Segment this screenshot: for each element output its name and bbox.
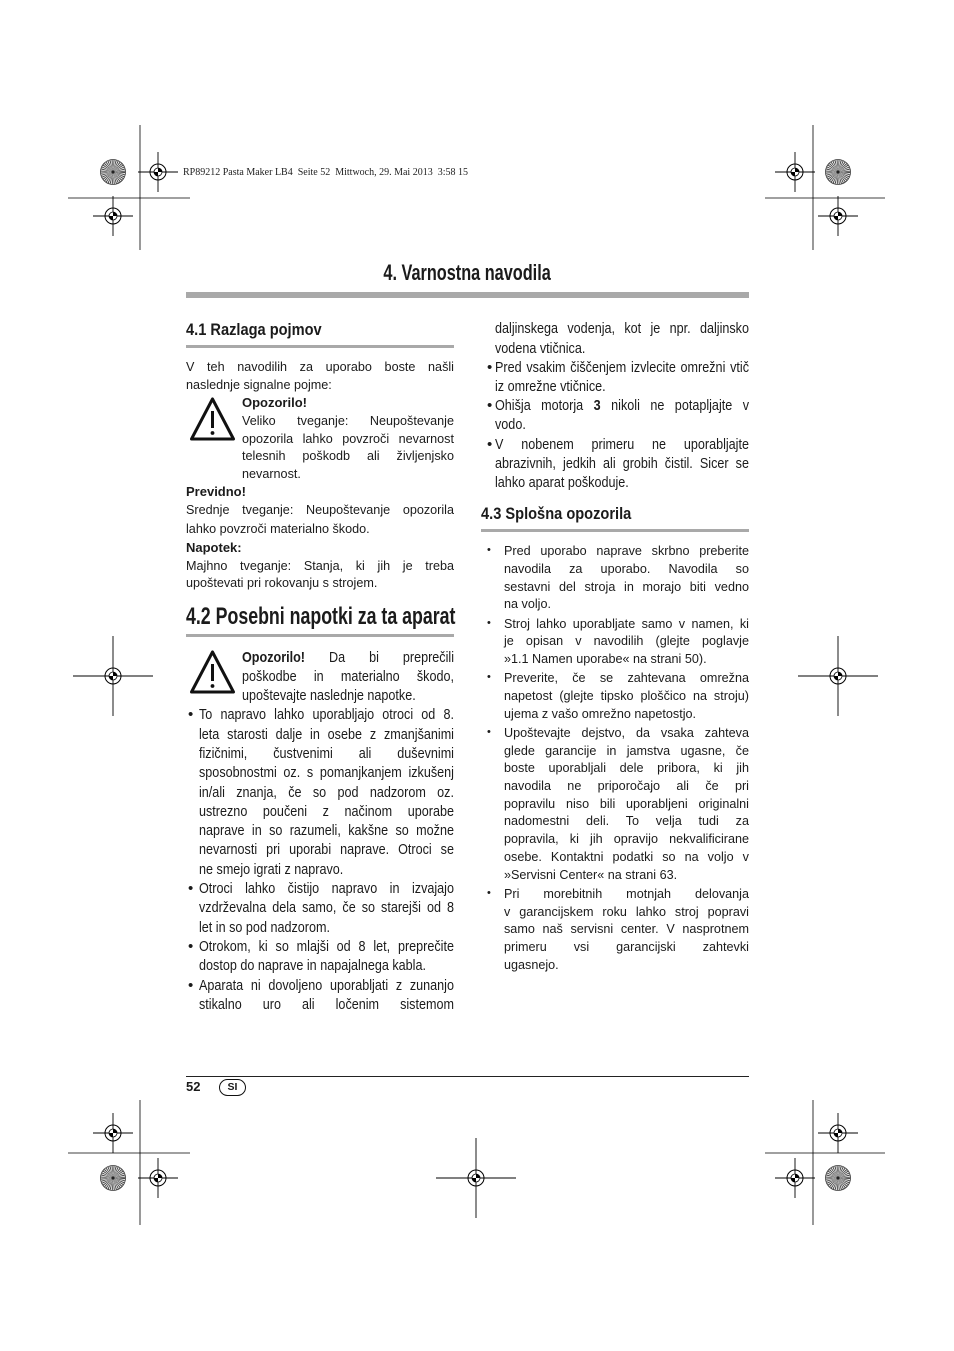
section-heading-4-2: [186, 602, 550, 632]
text-segment: V nobenem primeru ne uporabljajte: [495, 435, 749, 453]
text-line: [242, 667, 454, 686]
chapter-title-text: 4. Varnostna navodila: [383, 260, 552, 285]
text-line: [495, 339, 749, 358]
text-line: [504, 759, 749, 777]
general-warnings-list: [504, 542, 749, 975]
text-line: [504, 885, 749, 903]
text-line: [199, 744, 454, 763]
special-notes-list: [199, 705, 454, 1014]
text-line: [504, 650, 749, 668]
text-line: [495, 454, 749, 473]
text-segment: nevarnost.: [242, 466, 301, 482]
list-item: [504, 724, 749, 883]
color-rosette: [826, 160, 851, 185]
section-heading-text: 4.2 Posebni napotki za ta aparat: [186, 603, 456, 630]
text-segment: Stroj lahko uporabljate samo v namen, ki: [504, 615, 749, 631]
text-line: [504, 956, 749, 974]
text-segment: sposobnostmi oz. s pomanjkanjem izkušenj: [199, 764, 454, 782]
text-segment: Pri morebitnih motnjah delovanja: [504, 885, 749, 901]
signal-label-warning: Opozorilo!: [242, 395, 307, 410]
text-line: [242, 430, 454, 448]
text-segment: ne smejo igrati z napravo.: [199, 860, 344, 878]
text-line: [504, 848, 749, 866]
warning-triangle-icon: [189, 396, 236, 442]
text-segment: stikalno uro ali ločenim sistemom: [199, 995, 454, 1013]
section-rule: [481, 529, 749, 532]
special-warning-text: [242, 648, 454, 705]
text-segment: dostop do naprave in napajalnega kabla.: [199, 957, 426, 975]
warning-triangle-icon: [189, 649, 236, 695]
text-segment: boste uporabljali dele pribora, ki jih: [504, 760, 749, 776]
text-line: [504, 578, 749, 596]
signal-caution: [186, 483, 454, 538]
text-line: [495, 377, 749, 396]
language-badge: SI: [219, 1079, 246, 1096]
text-segment: vzdrževalna dela samo, če so starejši od 8: [199, 899, 454, 917]
page-number: 52: [186, 1079, 201, 1094]
registration-mark: [436, 1138, 516, 1218]
title-rule: [186, 292, 749, 298]
text-line: [504, 705, 749, 723]
text-line: [504, 903, 749, 921]
text-line: [199, 976, 454, 995]
list-item: [504, 885, 749, 974]
text-line: [504, 632, 749, 650]
section-heading-4-1: [186, 319, 344, 341]
text-segment: nevarnosti pri uporabi naprave. Otroci se: [199, 841, 454, 859]
text-line: [504, 920, 749, 938]
text-line: [199, 918, 454, 937]
signal-label-caution: Previdno!: [186, 484, 246, 499]
registration-mark: [138, 1158, 178, 1198]
registration-mark: [798, 636, 878, 716]
text-line: [199, 783, 454, 802]
text-line: [504, 669, 749, 687]
text-segment: sestavni del stroja in morajo biti vedno: [504, 578, 749, 594]
text-segment: fizičnimi, čustvenimi ali duševnimi: [199, 744, 454, 762]
text-segment: Preverite, če se zahtevana omrežna: [504, 670, 749, 686]
section-rule: [186, 345, 454, 348]
text-line: [186, 520, 454, 538]
text-line: [504, 595, 749, 613]
text-segment: lahko povzroči materialno škodo.: [186, 520, 370, 536]
text-segment: Majhno tveganje: Stanja, ki jih je treba: [186, 557, 454, 573]
text-line: [504, 812, 749, 830]
text-line: [199, 802, 454, 821]
signal-warning-text: [242, 412, 454, 483]
text-segment: je opisan v navodilih (glejte poglavje: [504, 633, 749, 649]
text-segment: iz omrežne vtičnice.: [495, 378, 606, 395]
text-segment: v garancijskem roku lahko stroj popravi: [504, 903, 749, 919]
text-segment: ugasnejo.: [504, 956, 559, 972]
registration-mark: [775, 1158, 815, 1198]
text-segment: let in so pod nadzorom.: [199, 918, 330, 936]
text-segment: nikoli ne potapljajte v: [611, 397, 750, 415]
list-item-continuation: [495, 319, 749, 357]
signal-caution-text: [186, 501, 454, 538]
text-segment: napetost (glejte tipsko ploščico na stroju): [504, 687, 749, 703]
text-line: [199, 937, 454, 956]
text-line: [199, 879, 454, 898]
text-segment: upoštevati pri rokovanju s strojem.: [186, 575, 378, 591]
text-segment: opozorila lahko povzroči nevarnost: [242, 430, 454, 446]
text-segment: leta starosti dalje in osebe z zmanjšanimi: [199, 725, 454, 743]
registration-mark: [818, 196, 858, 236]
text-segment: »1.1 Namen uporabe« na strani 50).: [504, 650, 707, 666]
text-segment: V teh navodilih za uporabo boste našli: [186, 359, 454, 374]
text-line: [242, 686, 454, 705]
text-segment: osebe. Kontaktni podatki so na voljo v: [504, 848, 749, 864]
list-item: [199, 705, 454, 879]
text-line: [242, 465, 454, 483]
text-line: [199, 725, 454, 744]
text-line: [199, 821, 454, 840]
text-line: [186, 358, 454, 376]
text-segment: ujema z vašo omrežno napetostjo.: [504, 705, 697, 721]
list-item: [495, 358, 749, 396]
text-line: [199, 840, 454, 859]
text-line: [199, 860, 454, 879]
text-segment: poškodbe in materialno škodo,: [242, 667, 454, 685]
text-line: [504, 615, 749, 633]
section-heading-text: 4.3 Splošna opozorila: [481, 504, 632, 523]
text-line: [199, 763, 454, 782]
text-line: [186, 574, 454, 592]
text-segment: Da bi preprečili: [328, 648, 454, 666]
list-item: [495, 435, 749, 493]
registration-mark: [775, 152, 815, 192]
text-segment: daljinskega vodenja, kot je npr. daljinsko: [495, 320, 749, 338]
text-line: [495, 319, 749, 338]
text-segment: Veliko tveganje: Neupoštevanje: [242, 412, 454, 428]
signal-warning: [242, 394, 454, 483]
text-segment: vodo.: [495, 416, 526, 434]
text-segment: Ohišja motorja: [495, 397, 584, 415]
signal-note: [186, 539, 454, 592]
color-rosette: [101, 1166, 126, 1191]
text-segment: Aparata ni dovoljeno uporabljati z zunanjo: [199, 976, 454, 994]
text-segment: To napravo lahko uporabljajo otroci od 8.: [199, 706, 454, 724]
text-line: [504, 542, 749, 560]
text-segment: samo naš servisni center. V nasprotnem: [504, 921, 749, 937]
text-segment: telesnih poškodb ali življenjsko: [242, 448, 454, 464]
section-heading-4-3: [481, 503, 656, 525]
text-line: [242, 648, 454, 667]
text-line: [186, 557, 454, 575]
print-slug: RP89212 Pasta Maker LB4 Seite 52 Mittwoch, 29. Mai 2013 3:58 15: [183, 167, 468, 178]
text-segment: popravila, ki jih opravijo nekvalificirane: [504, 831, 749, 847]
list-item: [199, 976, 454, 1015]
list-item: [504, 542, 749, 613]
list-item: [199, 879, 454, 937]
text-segment: ustrezno poučeni z načinom uporabe: [199, 802, 454, 820]
text-segment: in/ali znanja, če so pod nadzorom oz.: [199, 783, 454, 801]
text-segment: Upoštevajte dejstvo, da vsaka zahteva: [504, 724, 749, 740]
text-segment: vodena vtičnica.: [495, 339, 586, 357]
text-line: [504, 777, 749, 795]
registration-mark: [818, 1113, 858, 1153]
text-line: [495, 435, 749, 454]
text-line: [186, 376, 454, 394]
text-segment: navodila za uporabo. Navodila so: [504, 560, 749, 576]
text-line: [495, 396, 749, 415]
text-line: [199, 705, 454, 724]
text-segment: Otroci lahko čistijo napravo in izvajajo: [199, 880, 454, 898]
text-line: [504, 724, 749, 742]
text-line: [504, 742, 749, 760]
bold-text: 3: [593, 397, 601, 415]
section-rule: [186, 634, 454, 637]
chapter-title: [186, 259, 749, 287]
intro-paragraph: [186, 358, 454, 394]
text-line: [504, 938, 749, 956]
list-item: [504, 615, 749, 668]
text-segment: upoštevajte naslednje napotke.: [242, 686, 416, 704]
text-line: [199, 898, 454, 917]
text-segment: nadomestni deli. To velja tudi za: [504, 813, 749, 829]
section-heading-text: 4.1 Razlaga pojmov: [186, 320, 322, 339]
registration-mark: [73, 636, 153, 716]
text-line: [495, 473, 749, 492]
signal-note-text: [186, 557, 454, 592]
text-segment: na voljo.: [504, 596, 551, 612]
color-rosette: [101, 160, 126, 185]
text-segment: navodila ne priporočajo ali če pri: [504, 778, 749, 794]
text-line: [242, 447, 454, 465]
text-segment: »Servisni Center« na strani 63.: [504, 866, 678, 882]
list-item: [504, 669, 749, 722]
text-line: [504, 795, 749, 813]
text-line: [186, 501, 454, 519]
text-line: [495, 415, 749, 434]
text-line: [495, 358, 749, 377]
text-line: [504, 866, 749, 884]
bold-text: Opozorilo!: [242, 648, 305, 666]
registration-mark: [138, 152, 178, 192]
text-segment: Srednje tveganje: Neupoštevanje opozorila: [186, 502, 454, 518]
text-segment: popravilu niso bili uporabljeni originalni: [504, 795, 749, 811]
text-line: [504, 830, 749, 848]
signal-label-note: Napotek:: [186, 540, 242, 555]
text-segment: naprave in so razumeli, kakšne so možne: [199, 822, 454, 840]
text-line: [242, 412, 454, 430]
text-segment: Pred vsakim čiščenjem izvlecite omrežni vtič: [495, 358, 749, 376]
text-segment: Pred uporabo naprave skrbno preberite: [504, 543, 749, 559]
list-item: [199, 937, 454, 976]
text-segment: glede garancije in jamstva ugasne, če: [504, 742, 749, 758]
text-segment: naslednje signalne pojme:: [186, 376, 332, 392]
text-line: [504, 560, 749, 578]
text-line: [504, 687, 749, 705]
text-segment: primeru vsi garancijski zahtevki: [504, 938, 749, 954]
color-rosette: [826, 1166, 851, 1191]
registration-mark: [93, 196, 133, 236]
registration-mark: [93, 1113, 133, 1153]
text-segment: abrazivnih, jedkih ali grobih čistil. Sicer se: [495, 454, 749, 472]
text-segment: lahko aparat poškoduje.: [495, 474, 629, 492]
text-line: [199, 995, 454, 1014]
special-notes-list-continued: [495, 319, 749, 492]
text-line: [199, 956, 454, 975]
footer-rule: [186, 1076, 749, 1077]
list-item: [495, 396, 749, 434]
text-segment: Otrokom, ki so mlajši od 8 let, preprečite: [199, 937, 454, 955]
